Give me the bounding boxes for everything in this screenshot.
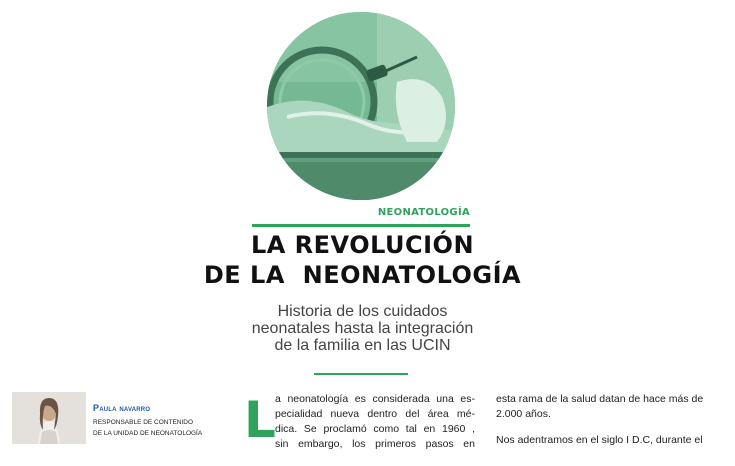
subtitle-divider (314, 373, 408, 375)
body-line: Nos adentramos en el siglo I D.C, durante el (496, 434, 703, 446)
section-divider (252, 224, 470, 227)
body-line: dica. Se proclamó como tal en 1960 , (275, 423, 475, 435)
body-line: a neonatología es considerada una es- (275, 393, 475, 405)
subtitle-line: de la familia en las UCIN (274, 337, 451, 354)
avatar (12, 392, 86, 444)
paragraph-gap (496, 422, 724, 433)
subtitle-line: Historia de los cuidados (277, 303, 448, 320)
article-subtitle (220, 303, 505, 354)
section-label: NEONATOLOGÍA (377, 207, 470, 218)
body-line: 2.000 años. (496, 408, 551, 420)
body-line: sin embargo, los primeros pasos en (275, 438, 475, 450)
article-title (190, 230, 535, 290)
title-line: DE LA NEONATOLOGÍA (203, 261, 522, 289)
incubator-illustration (267, 12, 455, 200)
hero-image (267, 12, 455, 200)
author-role-line: DE LA UNIDAD DE NEONATOLOGÍA (93, 430, 203, 437)
title-line: LA REVOLUCIÓN (250, 231, 475, 259)
author-role (93, 417, 233, 439)
subtitle-line: neonatales hasta la integración (251, 320, 474, 337)
body-column-2 (496, 392, 724, 448)
body-column-1 (275, 392, 475, 452)
author-photo (12, 392, 86, 444)
body-line: pecialidad nueva dentro del área mé- (275, 408, 475, 420)
author-name: Paula navarro (93, 403, 151, 413)
author-role-line: RESPONSABLE DE CONTENIDO (93, 419, 194, 426)
drop-cap: L (244, 391, 276, 449)
body-line: esta rama de la salud datan de hace más de (496, 393, 704, 405)
